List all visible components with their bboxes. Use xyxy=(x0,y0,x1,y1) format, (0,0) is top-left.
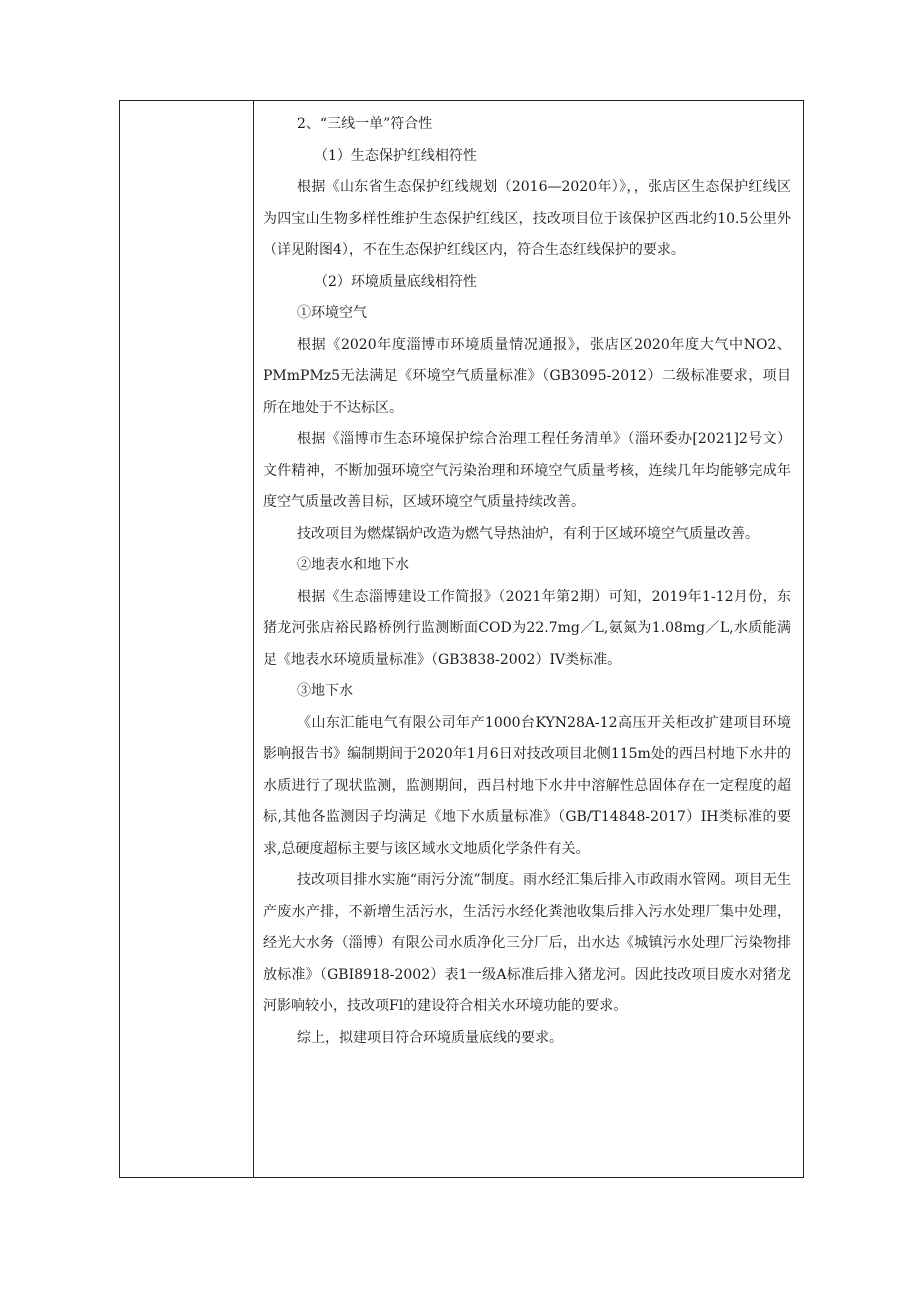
paragraph-air-governance: 根据《淄博市生态环境保护综合治理工程任务清单》（淄环委办[2021]2号文）文件精神，不断加强环境空气污染治理和环境空气质量考核，连续几年均能够完成年度空气质量改善目标，区域环境空气质量持续改善。 xyxy=(263,431,791,510)
paragraph-boiler-upgrade: 技改项目为燃煤锅炉改造为燃气导热油炉，有利于区域环境空气质量改善。 xyxy=(297,525,759,542)
left-column-cell xyxy=(120,101,253,1177)
subheading-ecological-redline: （1）生态保护红线相符性 xyxy=(314,147,477,164)
content-cell xyxy=(263,109,791,1054)
paragraph-surface-water: 根据《生态淄博建设工作简报》（2021年第2期）可知，2019年1-12月份，东猪龙河张店裕民路桥例行监测断面COD为22.7mg／L,氨氮为1.08mg／L,水质能满足《地表水环境质量标准》（GB3838-2002）IV类标准。 xyxy=(263,588,791,668)
section-heading-three-lines-one-list: 2、“三线一单”符合性 xyxy=(297,116,433,132)
paragraph-conclusion: 综上，拟建项目符合环境质量底线的要求。 xyxy=(297,1029,563,1046)
column-divider xyxy=(253,101,254,1177)
subheading-groundwater: ③地下水 xyxy=(297,683,353,699)
paragraph-drainage: 技改项目排水实施“雨污分流”制度。雨水经汇集后排入市政雨水管网。项目无生产废水产排，不新增生活污水，生活污水经化粪池收集后排入污水处理厂集中处理，经光大水务（淄博）有限公司水质净化三分厂后，出水达《城镇污水处理厂污染物排放标准》（GBI8918-2002）表1一级A标准后排入猪龙河。因此技改项目废水对猪龙河影响较小，技改项Fl的建设符合相关水环境功能的要求。 xyxy=(263,872,791,1014)
subheading-surface-and-ground-water: ②地表水和地下水 xyxy=(297,557,409,573)
document-table xyxy=(119,100,804,1178)
subheading-environment-quality-baseline: （2）环境质量底线相符性 xyxy=(314,273,477,290)
subheading-ambient-air: ①环境空气 xyxy=(297,305,367,321)
paragraph-air-quality-report: 根据《2020年度淄博市环境质量情况通报》，张店区2020年度大气中NO2、PMmPMz5无法满足《环境空气质量标准》（GB3095-2012）二级标准要求，项目所在地处于不达标区。 xyxy=(263,336,791,416)
paragraph-ecological-redline: 根据《山东省生态保护红线规划（2016—2020年）》，，张店区生态保护红线区为四宝山生物多样性维护生态保护红线区，技改项目位于该保护区西北约10.5公里外（详见附图4），不在生态保护红线区内，符合生态红线保护的要求。 xyxy=(263,179,791,258)
paragraph-groundwater: 《山东汇能电气有限公司年产1000台KYN28A-12高压开关柜改扩建项目环境影响报告书》编制期间于2020年1月6日对技改项目北侧115m处的西吕村地下水井的水质进行了现状监测，监测期间，西吕村地下水井中溶解性总固体存在一定程度的超标,其他各监测因子均满足《地下水质量标准》（GB/T14848-2017）IH类标准的要求,总硬度超标主要与该区域水文地质化学条件有关。 xyxy=(263,714,791,857)
